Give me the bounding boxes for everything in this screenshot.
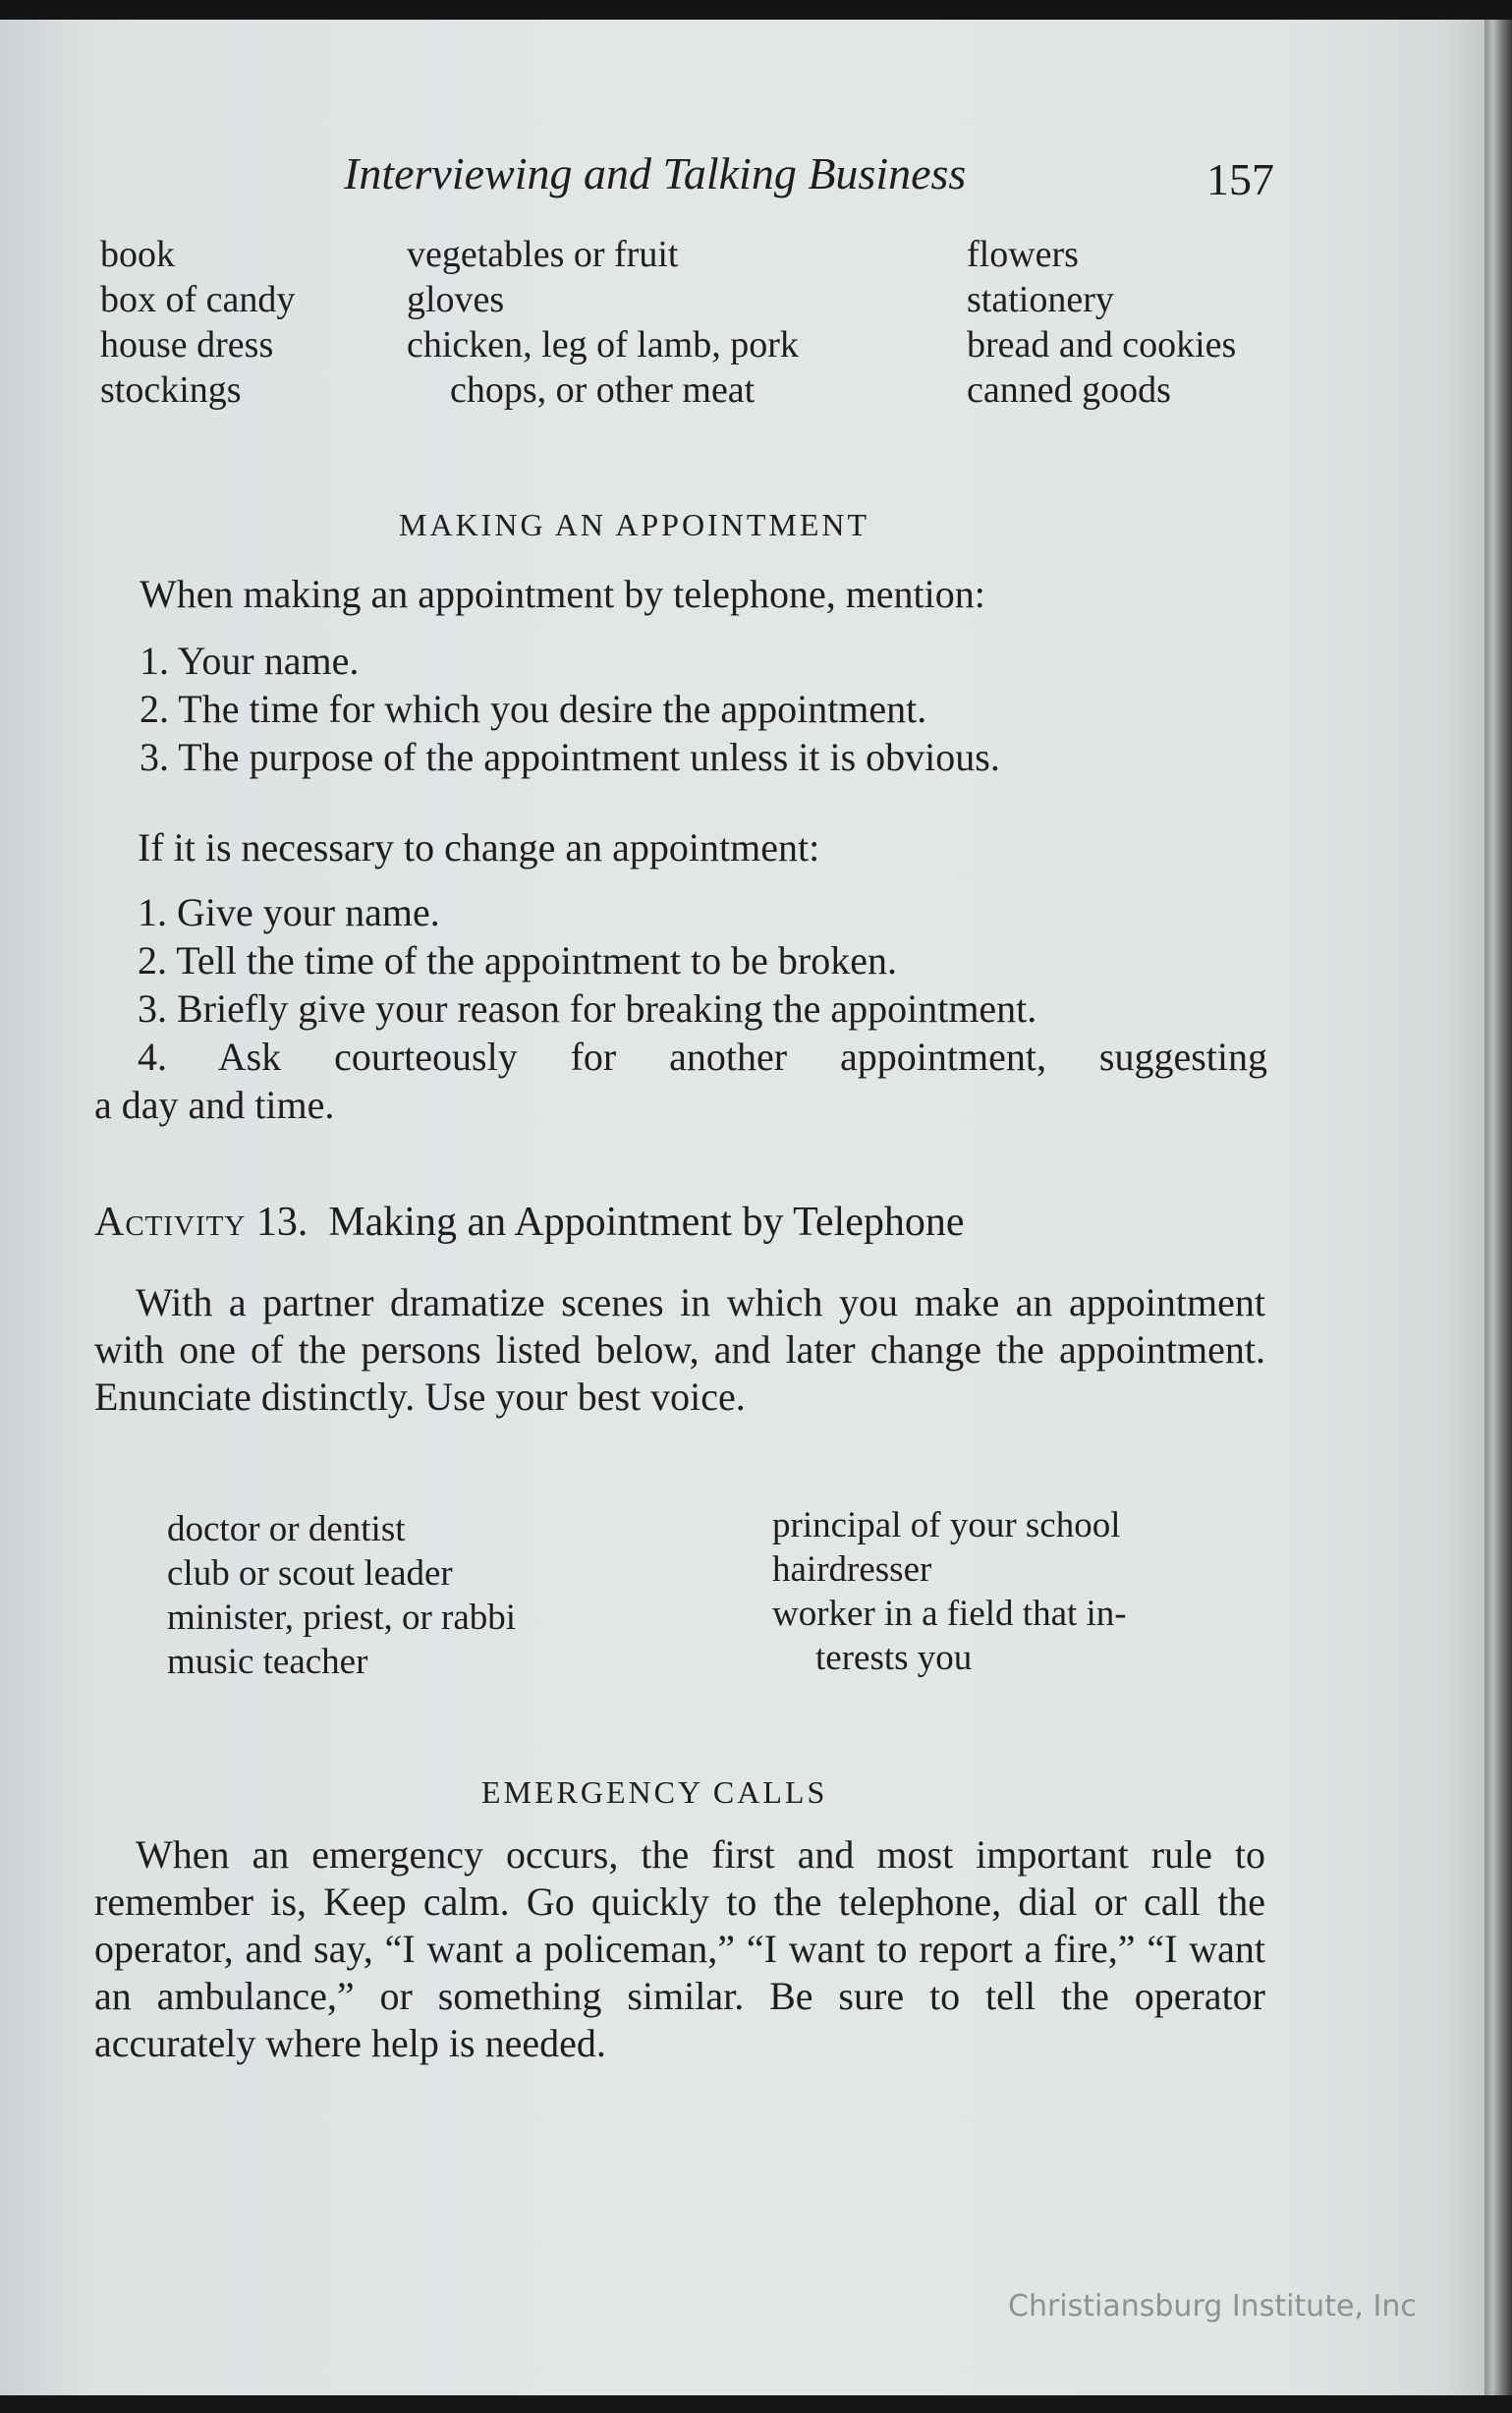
list-item: principal of your school <box>772 1505 1121 1545</box>
list-item: minister, priest, or rabbi <box>167 1598 517 1638</box>
list-item: club or scout leader <box>167 1553 453 1594</box>
appointment-list <box>140 637 1000 781</box>
gift-list-col-2 <box>407 232 799 413</box>
list-item: worker in a field that in- <box>772 1594 1127 1634</box>
activity-body: With a partner dramatize scenes in which you make an appointment with one of the persons listed below, and later change the appointment. Enunciate distinctly. Use your best voice. <box>94 1280 1265 1419</box>
list-item: doctor or dentist <box>167 1509 406 1549</box>
list-item: 2. Tell the time of the appointment to be broken. <box>138 938 897 982</box>
change-item-4: 4. Ask courteously for another appointment, suggesting <box>138 1035 1267 1079</box>
change-item-4-continued: a day and time. <box>94 1083 335 1127</box>
section-heading-appointment: MAKING AN APPOINTMENT <box>399 507 870 542</box>
list-item: 1. Give your name. <box>138 890 440 934</box>
watermark: Christiansburg Institute, Inc <box>1008 2289 1417 2324</box>
appointment-intro: When making an appointment by telephone, mention: <box>140 572 985 616</box>
change-intro: If it is necessary to change an appointment: <box>138 825 820 870</box>
persons-col-1 <box>167 1507 516 1684</box>
activity-heading <box>94 1199 965 1246</box>
emergency-body: When an emergency occurs, the first and most important rule to remember is, Keep calm. Go quickly to the telephone, dial or call the operator, and say, “I want a policeman,” “I want to report a fire,” “I want an ambulance,” or something similar. Be sure to tell the operator accurately where help is needed. <box>94 1832 1265 2065</box>
list-item: gloves <box>407 279 505 320</box>
list-item: chicken, leg of lamb, pork <box>407 324 799 365</box>
list-item: music teacher <box>167 1642 368 1682</box>
activity-label: Activity <box>94 1200 247 1245</box>
gift-list-col-3 <box>967 232 1236 413</box>
section-heading-emergency: EMERGENCY CALLS <box>481 1774 828 1810</box>
list-item: canned goods <box>967 369 1171 411</box>
list-item: chops, or other meat <box>450 369 756 411</box>
list-item: book <box>100 234 175 275</box>
page-number: 157 <box>1206 154 1274 204</box>
bottom-edge <box>0 2395 1512 2413</box>
running-head-title: Interviewing and Talking Business <box>344 148 967 198</box>
list-item: 3. The purpose of the appointment unless it is obvious. <box>140 735 1000 779</box>
gift-list-col-1 <box>100 232 295 413</box>
list-item: stationery <box>967 279 1114 320</box>
list-item: stockings <box>100 369 242 411</box>
list-item: house dress <box>100 324 274 365</box>
list-item: 1. Your name. <box>140 639 360 683</box>
list-item: vegetables or fruit <box>407 234 679 275</box>
activity-number: 13. <box>255 1200 308 1245</box>
list-item: 3. Briefly give your reason for breaking the appointment. <box>138 986 1037 1031</box>
top-edge <box>0 0 1512 22</box>
list-item: hairdresser <box>772 1549 932 1590</box>
activity-title: Making an Appointment by Telephone <box>328 1200 965 1245</box>
list-item: bread and cookies <box>967 324 1237 365</box>
list-item: 2. The time for which you desire the appointment. <box>140 687 927 731</box>
book-spine <box>1484 20 1512 2395</box>
list-item: box of candy <box>100 279 296 320</box>
change-list <box>138 888 1036 1033</box>
list-item: terests you <box>815 1638 973 1678</box>
persons-col-2 <box>772 1503 1127 1680</box>
list-item: flowers <box>967 234 1079 275</box>
